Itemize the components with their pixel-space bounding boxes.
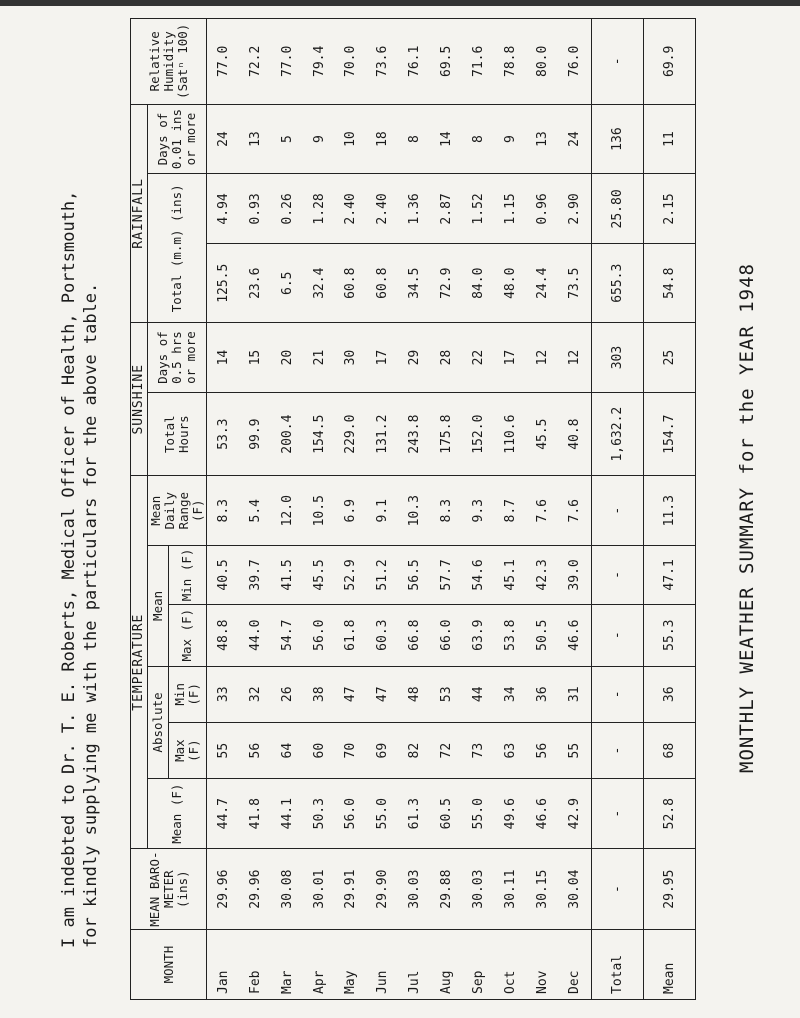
mean-temp-cell: 61.3: [399, 779, 431, 849]
month-cell: Nov: [527, 930, 559, 1000]
abs-min-cell: 36: [527, 666, 559, 722]
sun-total-cell: 200.4: [271, 392, 303, 475]
rain-days-cell: 14: [431, 104, 463, 174]
sun-total-cell: 131.2: [367, 392, 399, 475]
month-cell: Feb: [239, 930, 271, 1000]
mean-temp-cell: 49.6: [495, 779, 527, 849]
humidity-cell: 76.0: [558, 19, 591, 105]
acknowledgement-line-1: I am indebted to Dr. T. E. Roberts, Medical Officer of Health, Portsmouth,: [59, 190, 79, 948]
mean-abs-max: 68: [643, 722, 695, 778]
sun-total-cell: 175.8: [431, 392, 463, 475]
baro-cell: 30.01: [303, 849, 335, 930]
header-absolute: Absolute: [148, 666, 169, 779]
sun-total-cell: 154.5: [303, 392, 335, 475]
baro-cell: 30.03: [399, 849, 431, 930]
baro-cell: 30.03: [463, 849, 495, 930]
abs-max-cell: 56: [527, 722, 559, 778]
mean-temp-cell: 46.6: [527, 779, 559, 849]
abs-max-cell: 64: [271, 722, 303, 778]
table-row: [271, 19, 303, 1000]
rain-mm-cell: 24.4: [527, 244, 559, 323]
total-rain-in: 25.80: [591, 174, 643, 244]
abs-max-cell: 56: [239, 722, 271, 778]
sun-total-cell: 243.8: [399, 392, 431, 475]
mean-min-cell: 39.0: [558, 546, 591, 605]
rain-days-cell: 8: [463, 104, 495, 174]
rain-in-cell: 1.36: [399, 174, 431, 244]
header-mean-max: Max (F): [168, 604, 206, 666]
range-cell: 8.7: [495, 476, 527, 546]
weather-summary-table: [130, 18, 696, 1000]
sun-days-cell: 12: [558, 323, 591, 393]
mean-max-cell: 66.0: [431, 604, 463, 666]
month-rows: [207, 19, 592, 1000]
mean-baro: 29.95: [643, 849, 695, 930]
range-cell: 9.1: [367, 476, 399, 546]
mean-range: 11.3: [643, 476, 695, 546]
header-humidity: Relative Humidity (Satⁿ 100): [131, 19, 207, 105]
humidity-cell: 69.5: [431, 19, 463, 105]
range-cell: 7.6: [558, 476, 591, 546]
mean-max-cell: 53.8: [495, 604, 527, 666]
abs-min-cell: 32: [239, 666, 271, 722]
rain-in-cell: 1.15: [495, 174, 527, 244]
header-sun-days: Days of 0.5 hrs or more: [148, 323, 207, 393]
mean-max-cell: 60.3: [367, 604, 399, 666]
rain-in-cell: 2.40: [367, 174, 399, 244]
baro-cell: 29.91: [335, 849, 367, 930]
mean-abs-min: 36: [643, 666, 695, 722]
abs-min-cell: 44: [463, 666, 495, 722]
header-sun-total: Total Hours: [148, 392, 207, 475]
month-cell: Dec: [558, 930, 591, 1000]
mean-rain-days: 11: [643, 104, 695, 174]
abs-max-cell: 82: [399, 722, 431, 778]
rain-mm-cell: 84.0: [463, 244, 495, 323]
header-daily-range: Mean Daily Range (F): [148, 476, 207, 546]
rain-mm-cell: 32.4: [303, 244, 335, 323]
abs-min-cell: 33: [207, 666, 240, 722]
sun-days-cell: 17: [367, 323, 399, 393]
header-abs-min: Min (F): [168, 666, 206, 722]
rain-mm-cell: 23.6: [239, 244, 271, 323]
mean-temp-cell: 41.8: [239, 779, 271, 849]
abs-max-cell: 70: [335, 722, 367, 778]
range-cell: 6.9: [335, 476, 367, 546]
total-rain-days: 136: [591, 104, 643, 174]
humidity-cell: 72.2: [239, 19, 271, 105]
sun-days-cell: 30: [335, 323, 367, 393]
humidity-cell: 71.6: [463, 19, 495, 105]
humidity-cell: 70.0: [335, 19, 367, 105]
rain-in-cell: 0.26: [271, 174, 303, 244]
month-cell: Oct: [495, 930, 527, 1000]
range-cell: 10.5: [303, 476, 335, 546]
abs-max-cell: 69: [367, 722, 399, 778]
baro-cell: 29.96: [239, 849, 271, 930]
mean-sun-days: 25: [643, 323, 695, 393]
rain-mm-cell: 48.0: [495, 244, 527, 323]
range-cell: 9.3: [463, 476, 495, 546]
month-cell: Jan: [207, 930, 240, 1000]
abs-min-cell: 26: [271, 666, 303, 722]
baro-cell: 29.88: [431, 849, 463, 930]
rain-mm-cell: 73.5: [558, 244, 591, 323]
rain-in-cell: 0.93: [239, 174, 271, 244]
mean-temp-cell: 42.9: [558, 779, 591, 849]
mean-row: [643, 19, 695, 1000]
baro-cell: 29.96: [207, 849, 240, 930]
mean-temp-cell: 44.1: [271, 779, 303, 849]
table-row: [335, 19, 367, 1000]
sun-total-cell: 99.9: [239, 392, 271, 475]
sun-days-cell: 22: [463, 323, 495, 393]
humidity-cell: 80.0: [527, 19, 559, 105]
rain-in-cell: 1.28: [303, 174, 335, 244]
rain-mm-cell: 60.8: [335, 244, 367, 323]
abs-max-cell: 55: [207, 722, 240, 778]
mean-mean-max: 55.3: [643, 604, 695, 666]
header-rainfall: RAINFALL: [131, 104, 148, 323]
sun-total-cell: 229.0: [335, 392, 367, 475]
rain-days-cell: 18: [367, 104, 399, 174]
total-sun: 1,632.2: [591, 392, 643, 475]
mean-rain-mm: 54.8: [643, 244, 695, 323]
total-row: Total - - - - - - - 1,632.2 303 655.3 25.80 136 -: [591, 19, 643, 1000]
mean-max-cell: 50.5: [527, 604, 559, 666]
sun-days-cell: 21: [303, 323, 335, 393]
baro-cell: 30.08: [271, 849, 303, 930]
total-sun-days: 303: [591, 323, 643, 393]
rain-days-cell: 13: [527, 104, 559, 174]
mean-min-cell: 52.9: [335, 546, 367, 605]
header-barometer: MEAN BARO- METER (ins): [131, 849, 207, 930]
baro-cell: 29.90: [367, 849, 399, 930]
month-cell: Aug: [431, 930, 463, 1000]
rain-mm-cell: 6.5: [271, 244, 303, 323]
header-rain-total: Total (m.m) (ins): [148, 174, 207, 323]
mean-sun: 154.7: [643, 392, 695, 475]
sun-days-cell: 14: [207, 323, 240, 393]
mean-min-cell: 45.5: [303, 546, 335, 605]
sun-days-cell: 20: [271, 323, 303, 393]
rain-mm-cell: 72.9: [431, 244, 463, 323]
table-row: [431, 19, 463, 1000]
month-cell: Apr: [303, 930, 335, 1000]
rain-mm-cell: 34.5: [399, 244, 431, 323]
sun-days-cell: 15: [239, 323, 271, 393]
abs-min-cell: 48: [399, 666, 431, 722]
rain-in-cell: 2.40: [335, 174, 367, 244]
abs-min-cell: 34: [495, 666, 527, 722]
abs-max-cell: 72: [431, 722, 463, 778]
rain-days-cell: 24: [207, 104, 240, 174]
humidity-cell: 78.8: [495, 19, 527, 105]
header-sunshine: SUNSHINE: [131, 323, 148, 476]
range-cell: 8.3: [431, 476, 463, 546]
humidity-cell: 79.4: [303, 19, 335, 105]
humidity-cell: 73.6: [367, 19, 399, 105]
mean-max-cell: 61.8: [335, 604, 367, 666]
table-row: [399, 19, 431, 1000]
table-row: [527, 19, 559, 1000]
range-cell: 5.4: [239, 476, 271, 546]
rain-days-cell: 24: [558, 104, 591, 174]
header-mean-group: Mean: [148, 546, 169, 667]
total-rain-mm: 655.3: [591, 244, 643, 323]
mean-max-cell: 44.0: [239, 604, 271, 666]
header-month: MONTH: [131, 930, 207, 1000]
abs-max-cell: 73: [463, 722, 495, 778]
mean-max-cell: 48.8: [207, 604, 240, 666]
header-mean-min: Min (F): [168, 546, 206, 605]
table-row: [367, 19, 399, 1000]
table-row: [463, 19, 495, 1000]
mean-min-cell: 45.1: [495, 546, 527, 605]
abs-min-cell: 47: [335, 666, 367, 722]
sun-days-cell: 29: [399, 323, 431, 393]
acknowledgement-line-2: for kindly supplying me with the particulars for the above table.: [81, 282, 101, 948]
range-cell: 7.6: [527, 476, 559, 546]
mean-max-cell: 54.7: [271, 604, 303, 666]
sun-total-cell: 45.5: [527, 392, 559, 475]
mean-max-cell: 63.9: [463, 604, 495, 666]
abs-min-cell: 31: [558, 666, 591, 722]
sun-total-cell: 53.3: [207, 392, 240, 475]
sun-total-cell: 152.0: [463, 392, 495, 475]
range-cell: 10.3: [399, 476, 431, 546]
mean-temp-cell: 55.0: [463, 779, 495, 849]
range-cell: 8.3: [207, 476, 240, 546]
sun-total-cell: 40.8: [558, 392, 591, 475]
range-cell: 12.0: [271, 476, 303, 546]
mean-max-cell: 66.8: [399, 604, 431, 666]
mean-min-cell: 51.2: [367, 546, 399, 605]
mean-temp-cell: 50.3: [303, 779, 335, 849]
table-row: [303, 19, 335, 1000]
rain-mm-cell: 60.8: [367, 244, 399, 323]
table-row: [239, 19, 271, 1000]
mean-label: Mean: [643, 930, 695, 1000]
mean-min-cell: 54.6: [463, 546, 495, 605]
mean-min-cell: 39.7: [239, 546, 271, 605]
mean-temp-cell: 44.7: [207, 779, 240, 849]
abs-min-cell: 53: [431, 666, 463, 722]
rain-days-cell: 8: [399, 104, 431, 174]
table-header: [131, 19, 207, 1000]
rain-days-cell: 9: [495, 104, 527, 174]
abs-max-cell: 60: [303, 722, 335, 778]
mean-temp-cell: 56.0: [335, 779, 367, 849]
summary-rows: [591, 19, 695, 1000]
mean-min-cell: 42.3: [527, 546, 559, 605]
baro-cell: 30.11: [495, 849, 527, 930]
mean-min-cell: 40.5: [207, 546, 240, 605]
sun-days-cell: 28: [431, 323, 463, 393]
mean-min-cell: 41.5: [271, 546, 303, 605]
table-row: [558, 19, 591, 1000]
abs-max-cell: 63: [495, 722, 527, 778]
mean-max-cell: 46.6: [558, 604, 591, 666]
rain-in-cell: 2.90: [558, 174, 591, 244]
header-temperature: TEMPERATURE: [131, 476, 148, 849]
table-row: [207, 19, 240, 1000]
rain-in-cell: 4.94: [207, 174, 240, 244]
rain-days-cell: 5: [271, 104, 303, 174]
baro-cell: 30.04: [558, 849, 591, 930]
sun-days-cell: 17: [495, 323, 527, 393]
mean-temp-cell: 60.5: [431, 779, 463, 849]
humidity-cell: 77.0: [271, 19, 303, 105]
rain-days-cell: 13: [239, 104, 271, 174]
sun-total-cell: 110.6: [495, 392, 527, 475]
mean-min-cell: 57.7: [431, 546, 463, 605]
month-cell: May: [335, 930, 367, 1000]
baro-cell: 30.15: [527, 849, 559, 930]
rain-in-cell: 0.96: [527, 174, 559, 244]
mean-temp-cell: 55.0: [367, 779, 399, 849]
table-row: [495, 19, 527, 1000]
mean-rain-in: 2.15: [643, 174, 695, 244]
month-cell: Sep: [463, 930, 495, 1000]
rain-in-cell: 2.87: [431, 174, 463, 244]
humidity-cell: 77.0: [207, 19, 240, 105]
mean-min-cell: 56.5: [399, 546, 431, 605]
mean-max-cell: 56.0: [303, 604, 335, 666]
mean-mean-min: 47.1: [643, 546, 695, 605]
header-mean-temp: Mean (F): [148, 779, 207, 849]
abs-min-cell: 38: [303, 666, 335, 722]
header-rain-days: Days of 0.01 ins or more: [148, 104, 207, 174]
rain-days-cell: 9: [303, 104, 335, 174]
month-cell: Mar: [271, 930, 303, 1000]
rain-mm-cell: 125.5: [207, 244, 240, 323]
scan-edge-bar: [0, 0, 800, 6]
humidity-cell: 76.1: [399, 19, 431, 105]
header-abs-max: Max (F): [168, 722, 206, 778]
total-label: Total: [591, 930, 643, 1000]
rain-days-cell: 10: [335, 104, 367, 174]
mean-temp: 52.8: [643, 779, 695, 849]
sun-days-cell: 12: [527, 323, 559, 393]
month-cell: Jul: [399, 930, 431, 1000]
mean-humidity: 69.9: [643, 19, 695, 105]
rain-in-cell: 1.52: [463, 174, 495, 244]
abs-max-cell: 55: [558, 722, 591, 778]
page-title: MONTHLY WEATHER SUMMARY for the YEAR 1948: [736, 263, 758, 773]
abs-min-cell: 47: [367, 666, 399, 722]
month-cell: Jun: [367, 930, 399, 1000]
